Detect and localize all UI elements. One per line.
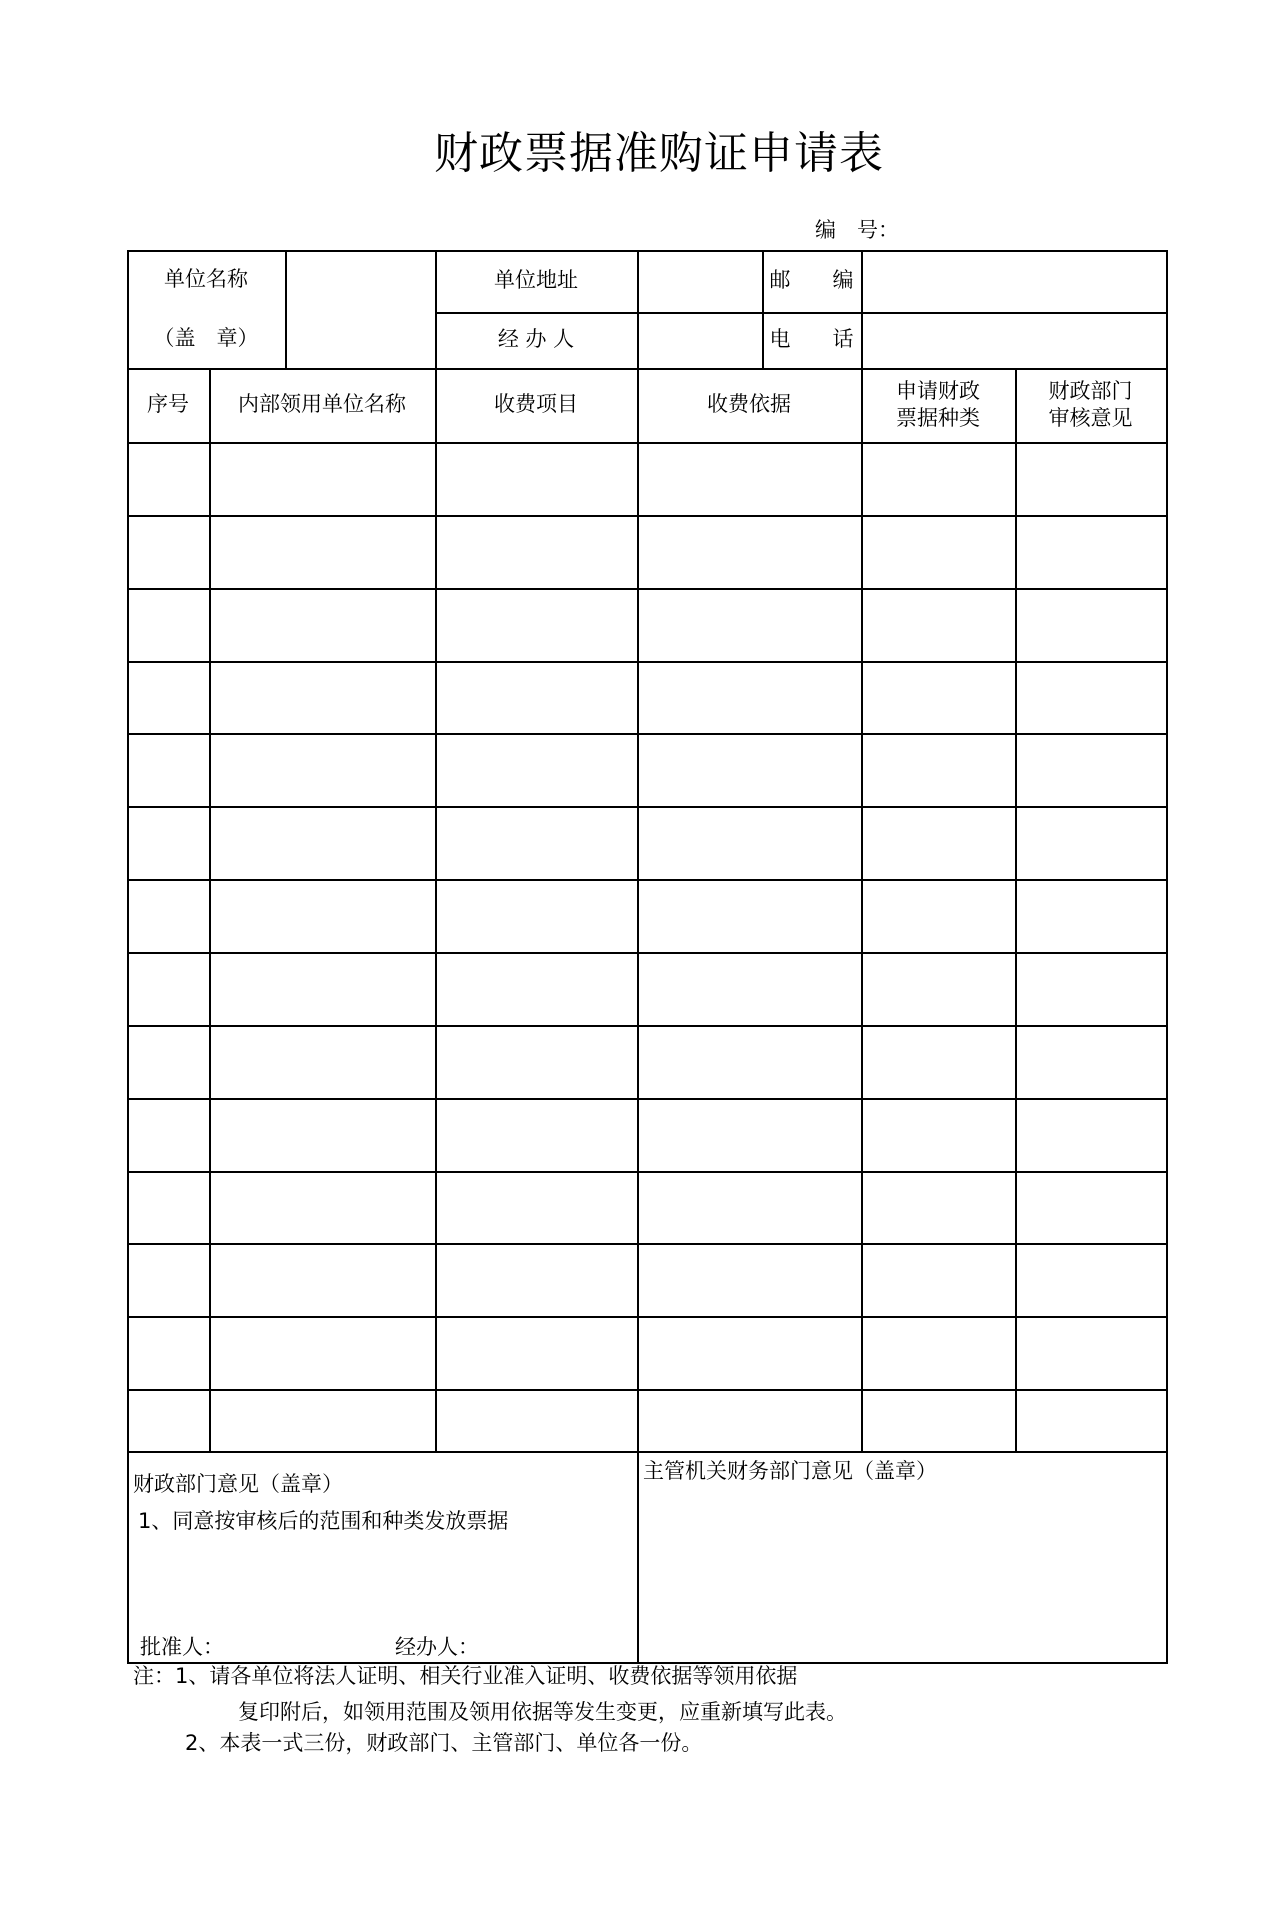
- table-cell[interactable]: [861, 879, 1015, 952]
- note-line-1: 注：1、请各单位将法人证明、相关行业准入证明、收费依据等领用依据: [133, 1664, 798, 1688]
- table-cell[interactable]: [1015, 661, 1166, 733]
- table-cell[interactable]: [127, 515, 209, 588]
- postcode-field[interactable]: [861, 250, 1166, 312]
- table-cell[interactable]: [637, 879, 861, 952]
- table-cell[interactable]: [435, 1389, 637, 1451]
- table-cell[interactable]: [209, 1171, 435, 1243]
- table-cell[interactable]: [1015, 733, 1166, 806]
- address-field[interactable]: [637, 250, 762, 312]
- table-cell[interactable]: [435, 1316, 637, 1389]
- table-cell[interactable]: [1015, 1389, 1166, 1451]
- postcode-label: 邮 编: [769, 268, 854, 293]
- table-cell[interactable]: [209, 515, 435, 588]
- table-cell[interactable]: [127, 1171, 209, 1243]
- table-cell[interactable]: [1015, 1098, 1166, 1171]
- finance-opinion-title: 财政部门意见（盖章）: [133, 1472, 343, 1496]
- table-cell[interactable]: [1015, 588, 1166, 661]
- table-cell[interactable]: [435, 661, 637, 733]
- unit-name-label: 单位名称: [164, 267, 248, 292]
- table-cell[interactable]: [637, 442, 861, 515]
- approver-label: 批准人：: [140, 1635, 224, 1659]
- table-cell[interactable]: [861, 1098, 1015, 1171]
- table-cell[interactable]: [637, 661, 861, 733]
- table-cell[interactable]: [127, 661, 209, 733]
- table-cell[interactable]: [861, 588, 1015, 661]
- table-cell[interactable]: [435, 1025, 637, 1098]
- seal-label: （盖 章）: [153, 326, 259, 351]
- table-cell[interactable]: [637, 1025, 861, 1098]
- grid-line: [637, 1451, 639, 1664]
- table-cell[interactable]: [1015, 1316, 1166, 1389]
- table-cell[interactable]: [1015, 879, 1166, 952]
- table-cell[interactable]: [1015, 1025, 1166, 1098]
- table-cell[interactable]: [861, 515, 1015, 588]
- table-cell[interactable]: [209, 1098, 435, 1171]
- table-cell[interactable]: [435, 515, 637, 588]
- table-cell[interactable]: [861, 1316, 1015, 1389]
- table-cell[interactable]: [435, 1098, 637, 1171]
- table-cell[interactable]: [1015, 515, 1166, 588]
- table-cell[interactable]: [861, 1243, 1015, 1316]
- table-cell[interactable]: [637, 1316, 861, 1389]
- handler-field[interactable]: [637, 312, 762, 368]
- table-cell[interactable]: [861, 806, 1015, 879]
- table-cell[interactable]: [1015, 1243, 1166, 1316]
- table-cell[interactable]: [861, 1389, 1015, 1451]
- table-cell[interactable]: [209, 806, 435, 879]
- table-cell[interactable]: [127, 1243, 209, 1316]
- column-header: 收费项目: [494, 392, 578, 417]
- table-cell[interactable]: [209, 1389, 435, 1451]
- table-cell[interactable]: [637, 1243, 861, 1316]
- phone-field[interactable]: [861, 312, 1166, 368]
- table-cell[interactable]: [127, 1025, 209, 1098]
- table-cell[interactable]: [435, 588, 637, 661]
- table-cell[interactable]: [637, 515, 861, 588]
- table-cell[interactable]: [637, 1171, 861, 1243]
- table-cell[interactable]: [209, 879, 435, 952]
- phone-label: 电 话: [769, 327, 854, 352]
- table-cell[interactable]: [209, 1025, 435, 1098]
- unit-name-field[interactable]: [285, 250, 435, 368]
- table-cell[interactable]: [435, 879, 637, 952]
- table-cell[interactable]: [209, 733, 435, 806]
- column-header: 内部领用单位名称: [238, 392, 406, 417]
- table-cell[interactable]: [637, 733, 861, 806]
- table-cell[interactable]: [127, 952, 209, 1025]
- address-label: 单位地址: [494, 268, 578, 293]
- table-cell[interactable]: [209, 588, 435, 661]
- finance-opinion-item1: 1、同意按审核后的范围和种类发放票据: [138, 1509, 509, 1533]
- table-cell[interactable]: [861, 1171, 1015, 1243]
- table-cell[interactable]: [435, 442, 637, 515]
- table-cell[interactable]: [1015, 952, 1166, 1025]
- table-cell[interactable]: [637, 952, 861, 1025]
- table-cell[interactable]: [209, 661, 435, 733]
- table-cell[interactable]: [209, 442, 435, 515]
- note-line-3: 2、本表一式三份，财政部门、主管部门、单位各一份。: [185, 1731, 703, 1755]
- table-cell[interactable]: [435, 733, 637, 806]
- table-cell[interactable]: [637, 806, 861, 879]
- table-cell[interactable]: [127, 1389, 209, 1451]
- table-cell[interactable]: [435, 1171, 637, 1243]
- table-cell[interactable]: [1015, 442, 1166, 515]
- table-cell[interactable]: [127, 806, 209, 879]
- table-cell[interactable]: [861, 442, 1015, 515]
- column-header: 财政部门 审核意见: [1048, 378, 1133, 430]
- table-cell[interactable]: [1015, 1171, 1166, 1243]
- table-cell[interactable]: [637, 588, 861, 661]
- table-cell[interactable]: [1015, 806, 1166, 879]
- handler-label: 经 办 人: [497, 327, 575, 352]
- table-cell[interactable]: [209, 1316, 435, 1389]
- table-cell[interactable]: [861, 661, 1015, 733]
- supervisor-opinion-title: 主管机关财务部门意见（盖章）: [643, 1459, 937, 1483]
- table-cell[interactable]: [127, 733, 209, 806]
- table-cell[interactable]: [861, 733, 1015, 806]
- table-cell[interactable]: [127, 1316, 209, 1389]
- note-line-2: 复印附后，如领用范围及领用依据等发生变更，应重新填写此表。: [238, 1700, 847, 1724]
- table-cell[interactable]: [435, 952, 637, 1025]
- table-cell[interactable]: [127, 879, 209, 952]
- table-cell[interactable]: [127, 1098, 209, 1171]
- finance-handler-label: 经办人：: [395, 1635, 479, 1659]
- table-cell[interactable]: [127, 588, 209, 661]
- table-cell[interactable]: [637, 1098, 861, 1171]
- table-cell[interactable]: [637, 1389, 861, 1451]
- table-cell[interactable]: [435, 1243, 637, 1316]
- table-cell[interactable]: [861, 952, 1015, 1025]
- page-title: 财政票据准购证申请表: [434, 128, 884, 179]
- column-header: 收费依据: [707, 392, 791, 417]
- table-cell[interactable]: [435, 806, 637, 879]
- table-cell[interactable]: [861, 1025, 1015, 1098]
- column-header: 申请财政 票据种类: [896, 378, 980, 430]
- table-cell[interactable]: [127, 442, 209, 515]
- grid-line: [127, 1451, 1168, 1453]
- table-cell[interactable]: [209, 1243, 435, 1316]
- column-header: 序号: [147, 392, 189, 417]
- table-cell[interactable]: [209, 952, 435, 1025]
- serial-number-label: 编 号：: [815, 218, 899, 242]
